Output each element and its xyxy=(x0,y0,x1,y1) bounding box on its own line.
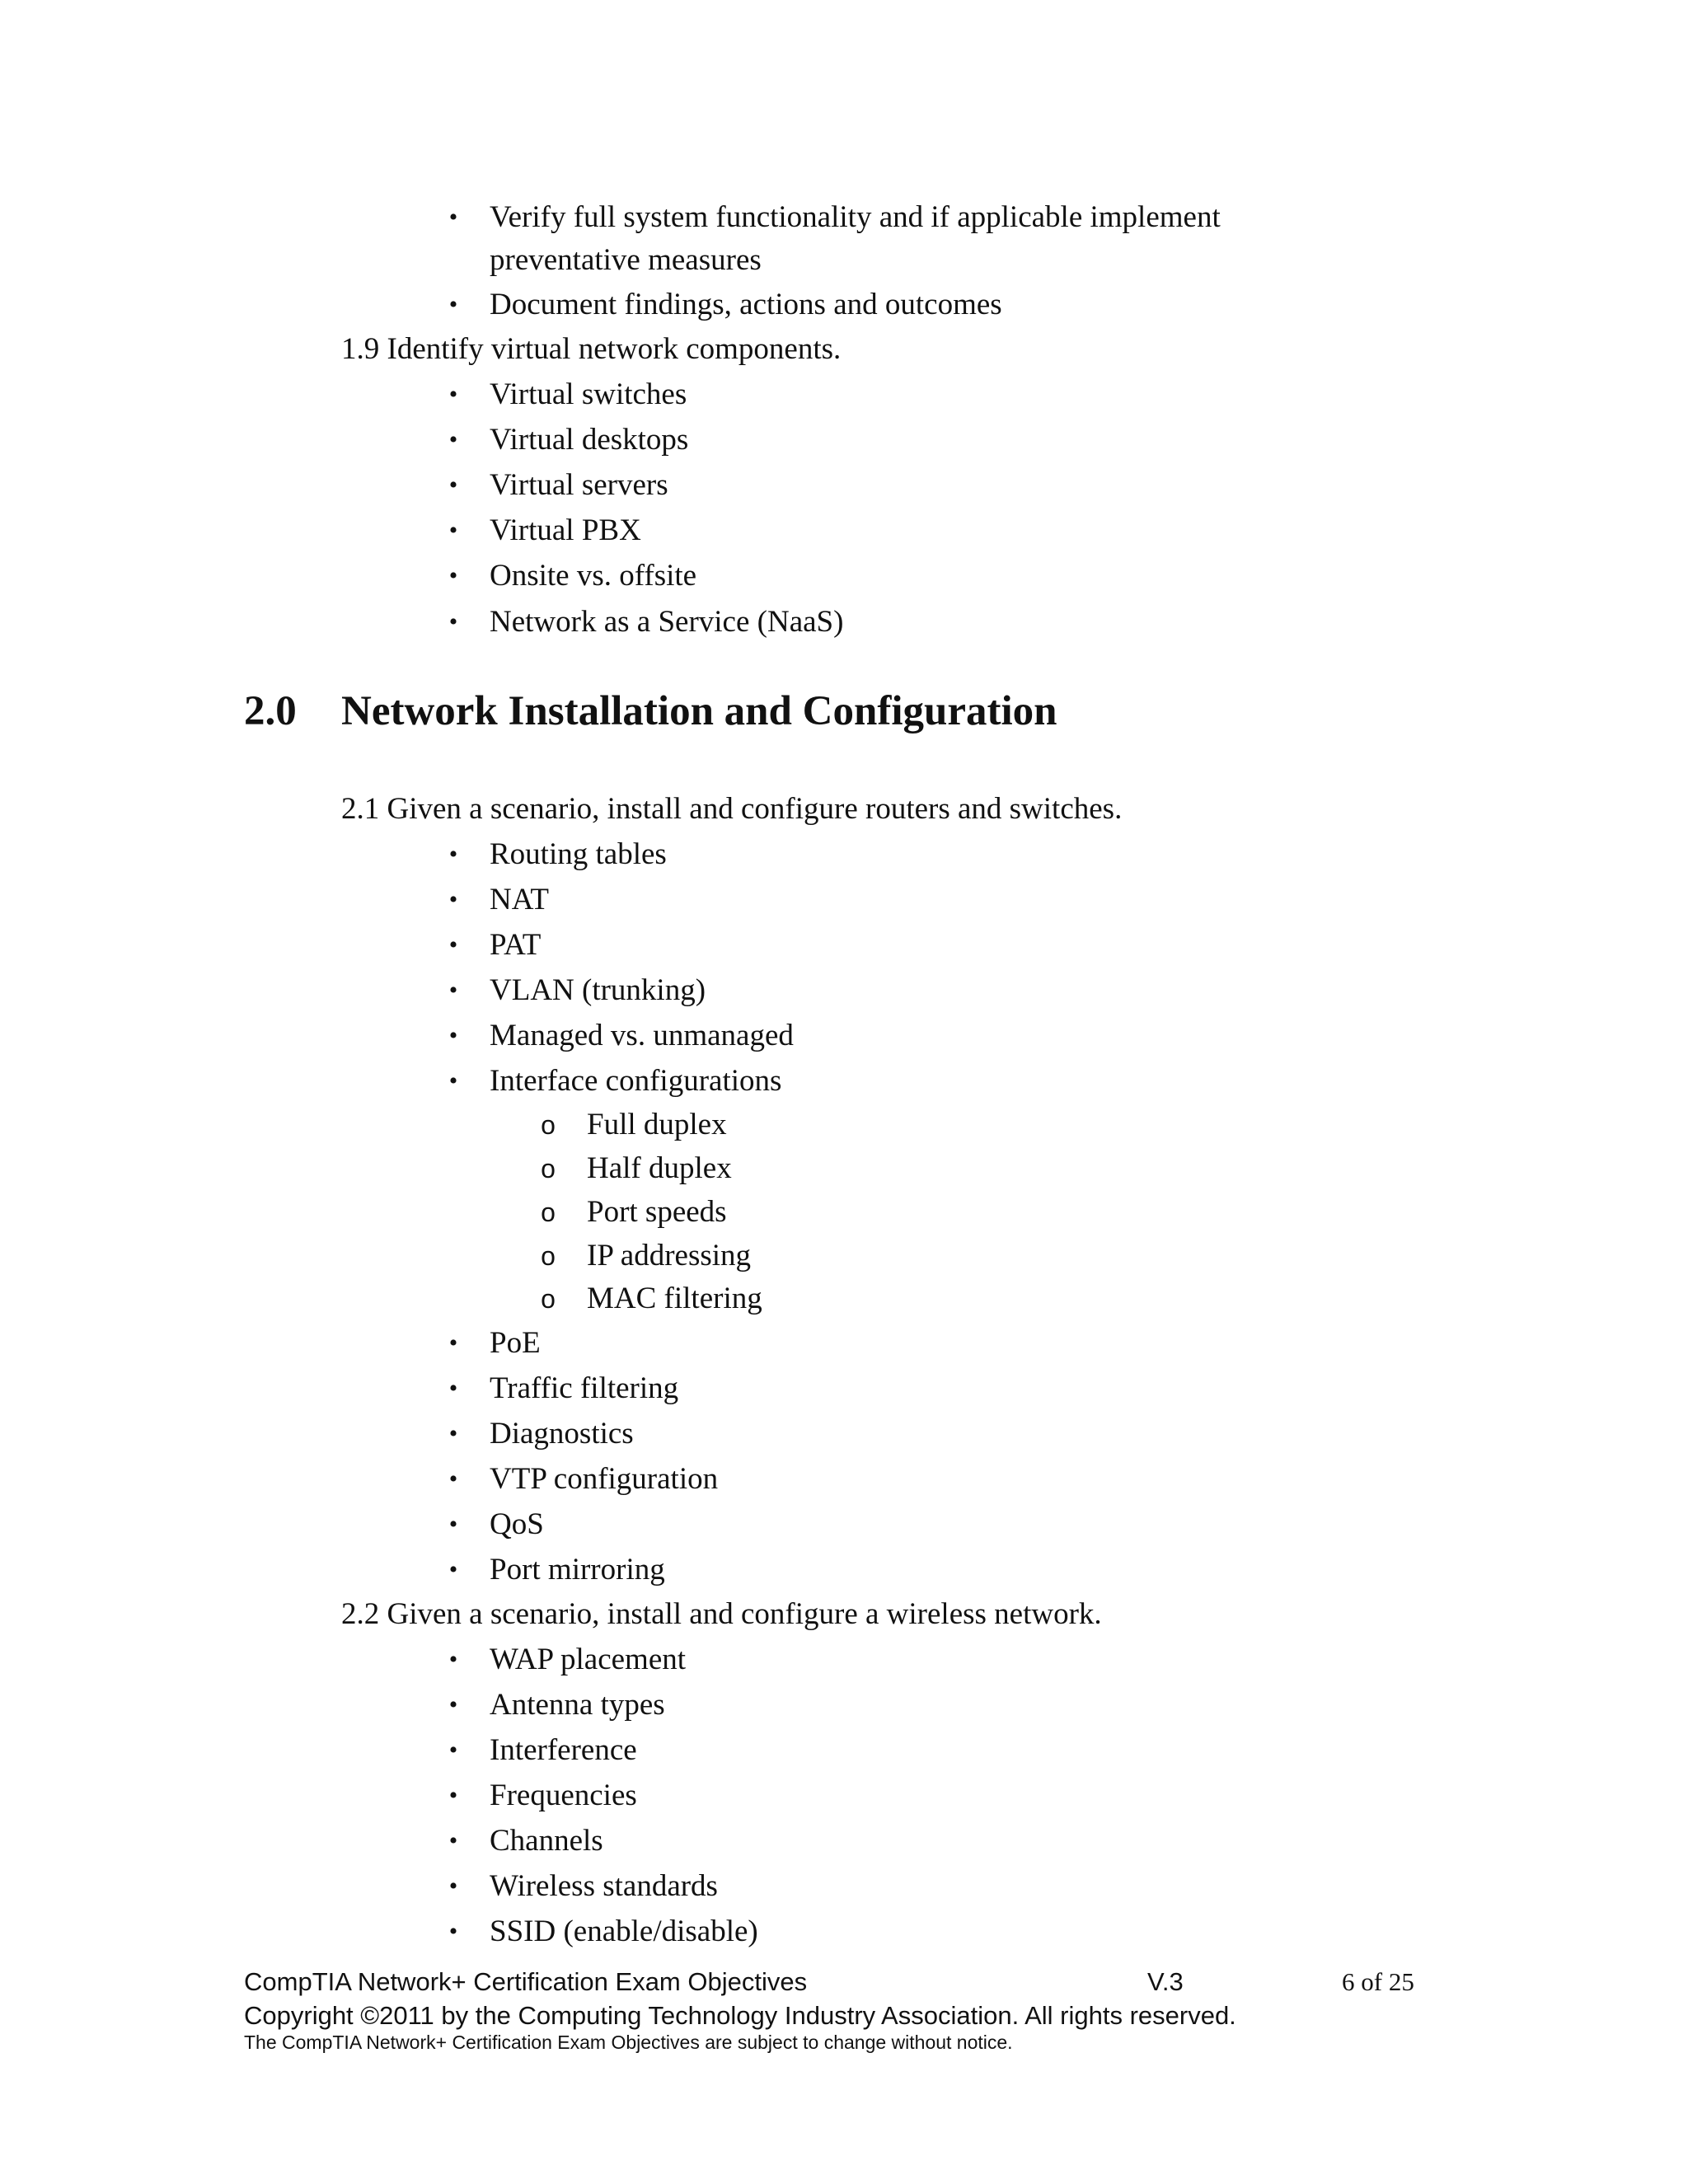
bullet-marker: • xyxy=(448,1646,458,1673)
bullet-text: Routing tables xyxy=(490,837,667,871)
footer-version: V.3 xyxy=(1147,1967,1184,1996)
bullet-text: VTP configuration xyxy=(490,1462,719,1496)
sub-bullet-text: IP addressing xyxy=(587,1239,752,1272)
bullet-text: VLAN (trunking) xyxy=(490,973,706,1007)
bullet-marker: • xyxy=(448,1465,458,1493)
sub-bullet-marker: o xyxy=(541,1110,556,1140)
sub-bullet-text: Full duplex xyxy=(587,1108,727,1141)
bullet-marker: • xyxy=(448,426,458,453)
bullet-marker: • xyxy=(448,1022,458,1049)
bullet-text: Channels xyxy=(490,1824,603,1858)
bullet-marker: • xyxy=(448,1329,458,1357)
bullet-text: Verify full system functionality and if applicable implement xyxy=(490,200,1221,234)
sub-bullet-marker: o xyxy=(541,1241,556,1271)
bullet-text: Document findings, actions and outcomes xyxy=(490,288,1002,321)
bullet-marker: • xyxy=(448,562,458,589)
bullet-text: Virtual desktops xyxy=(490,423,689,457)
objective-title: 2.1 Given a scenario, install and configure routers and switches. xyxy=(341,792,1123,826)
bullet-marker: • xyxy=(448,204,458,231)
bullet-text: Virtual switches xyxy=(490,377,687,411)
bullet-marker: • xyxy=(448,1782,458,1809)
bullet-text: QoS xyxy=(490,1507,544,1541)
bullet-text: PAT xyxy=(490,928,542,962)
bullet-text: Network as a Service (NaaS) xyxy=(490,605,844,639)
bullet-marker: • xyxy=(448,1420,458,1447)
bullet-marker: • xyxy=(448,1556,458,1583)
bullet-marker: • xyxy=(448,1918,458,1945)
bullet-text: Virtual servers xyxy=(490,468,668,502)
footer-doc-title: CompTIA Network+ Certification Exam Objectives xyxy=(244,1967,808,1996)
bullet-marker: • xyxy=(448,1691,458,1718)
footer-notice: The CompTIA Network+ Certification Exam Objectives are subject to change without notice. xyxy=(244,2032,1013,2053)
objective-title: 1.9 Identify virtual network components. xyxy=(341,332,842,366)
objective-title: 2.2 Given a scenario, install and configure a wireless network. xyxy=(341,1597,1102,1631)
bullet-marker: • xyxy=(448,608,458,635)
bullet-marker: • xyxy=(448,1511,458,1538)
bullet-text: Virtual PBX xyxy=(490,513,641,547)
bullet-text: Managed vs. unmanaged xyxy=(490,1019,794,1052)
bullet-marker: • xyxy=(448,381,458,408)
bullet-marker: • xyxy=(448,886,458,913)
bullet-text: Interference xyxy=(490,1733,637,1767)
bullet-marker: • xyxy=(448,1827,458,1854)
sub-bullet-marker: o xyxy=(541,1284,556,1314)
bullet-text: PoE xyxy=(490,1326,541,1360)
bullet-text: Traffic filtering xyxy=(490,1371,679,1405)
bullet-text: WAP placement xyxy=(490,1643,687,1676)
bullet-marker: • xyxy=(448,841,458,868)
bullet-text: Interface configurations xyxy=(490,1064,782,1098)
bullet-text: Frequencies xyxy=(490,1779,637,1812)
bullet-marker: • xyxy=(448,977,458,1004)
sub-bullet-text: Half duplex xyxy=(587,1151,732,1185)
sub-bullet-marker: o xyxy=(541,1154,556,1183)
footer-copyright: Copyright ©2011 by the Computing Technology Industry Association. All rights reserved. xyxy=(244,2001,1236,2030)
bullet-text: NAT xyxy=(490,883,549,916)
bullet-marker: • xyxy=(448,291,458,318)
bullet-marker: • xyxy=(448,1375,458,1402)
section-number: 2.0 xyxy=(244,688,297,734)
bullet-text: Antenna types xyxy=(490,1688,665,1722)
sub-bullet-text: MAC filtering xyxy=(587,1282,762,1315)
sub-bullet-text: Port speeds xyxy=(587,1195,727,1229)
bullet-text: Onsite vs. offsite xyxy=(490,559,697,593)
bullet-marker: • xyxy=(448,931,458,958)
sub-bullet-marker: o xyxy=(541,1197,556,1227)
bullet-marker: • xyxy=(448,1736,458,1764)
footer-page-number: 6 of 25 xyxy=(1342,1967,1414,1996)
section-title: Network Installation and Configuration xyxy=(341,688,1057,734)
bullet-marker: • xyxy=(448,517,458,544)
bullet-marker: • xyxy=(448,1872,458,1900)
bullet-text: Diagnostics xyxy=(490,1417,634,1451)
bullet-text: preventative measures xyxy=(490,243,762,277)
bullet-text: Port mirroring xyxy=(490,1553,665,1586)
bullet-marker: • xyxy=(448,1067,458,1094)
bullet-text: Wireless standards xyxy=(490,1869,718,1903)
bullet-text: SSID (enable/disable) xyxy=(490,1915,758,1948)
bullet-marker: • xyxy=(448,471,458,499)
